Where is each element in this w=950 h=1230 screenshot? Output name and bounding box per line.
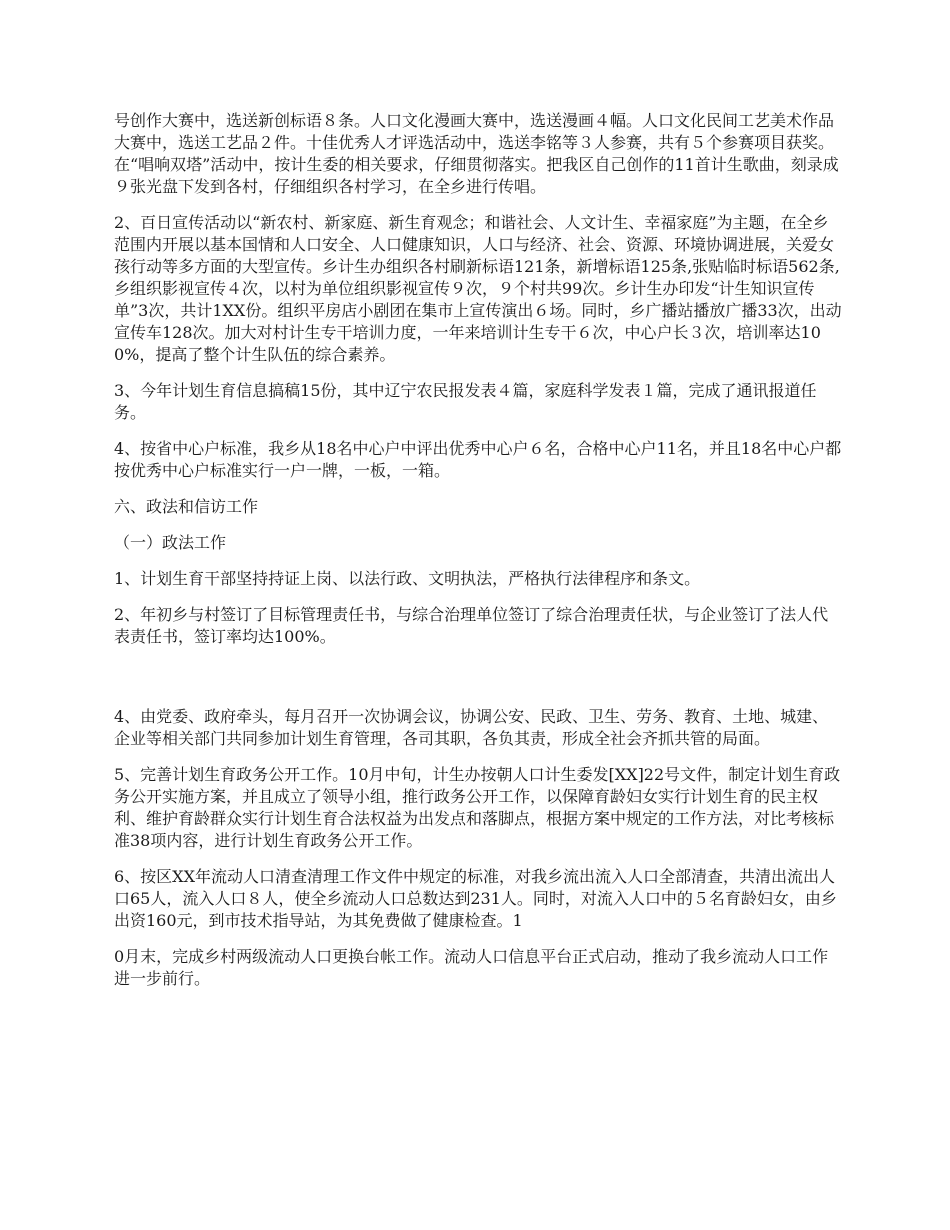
paragraph-information-reports: 3、今年计划生育信息搞稿15份，其中辽宁农民报发表４篇，家庭科学发表１篇，完成了通讯报道任务。: [114, 381, 817, 422]
section-heading-politics-petitions: 六、政法和信访工作: [114, 497, 259, 516]
paragraph-responsibility-contracts: 2、年初乡与村签订了目标管理责任书，与综合治理单位签订了综合治理责任状，与企业签订了法人代表责任书，签订率均达100%。: [114, 605, 829, 646]
paragraph-ledger-update: 0月末，完成乡村两级流动人口更换台帐工作。流动人口信息平台正式启动，推动了我乡流动人口工作进一步前行。: [114, 947, 829, 988]
paragraph-hundred-day-campaign: 2、百日宣传活动以“新农村、新家庭、新生育观念；和谐社会、人文计生、幸福家庭”为主题，在全乡范围内开展以基本国情和人口安全、人口健康知识，人口与经济、社会、资源、环境协调进展，关爱女孩行动等多方面的大型宣传。乡计生办组织各村刷新标语121条，新增标语125条,张贴临时标语562条,乡组织影视宣传４次，以村为单位组织影视宣传９次，９个村共99次。乡计生办印发“计生知识宣传单”3次，共计1XX份。组织平房店小剧团在集市上宣传演出６场。同时，乡广播站播放广播33次，出动宣传车128次。加大对村计生专干培训力度，一年来培训计生专干６次，中心户长３次，培训率达100%，提高了整个计生队伍的综合素养。: [114, 213, 842, 364]
subsection-heading-politics-law: （一）政法工作: [114, 533, 227, 552]
paragraph-coordination-meetings: 4、由党委、政府牵头，每月召开一次协调会议，协调公安、民政、卫生、劳务、教育、土地、城建、企业等相关部门共同参加计划生育管理，各司其职，各负其责，形成全社会齐抓共管的局面。: [114, 707, 829, 748]
document-body: [114, 110, 844, 1004]
paragraph-central-households: 4、按省中心户标准，我乡从18名中心户中评出优秀中心户６名，合格中心户11名，并且18名中心户都按优秀中心户标准实行一户一牌，一板，一箱。: [114, 439, 842, 480]
paragraph-open-government-affairs: 5、完善计划生育政务公开工作。10月中旬，计生办按朝人口计生委发[XX]22号文件，制定计划生育政务公开实施方案，并且成立了领导小组，推行政务公开工作，以保障育龄妇女实行计划生育的民主权利、维护育龄群众实行计划生育合法权益为出发点和落脚点，根据方案中规定的工作方法，对比考核标准38项内容，进行计划生育政务公开工作。: [114, 765, 841, 850]
paragraph-floating-population-check: 6、按区XX年流动人口清查清理工作文件中规定的标准，对我乡流出流入人口全部清查，共清出流出人口65人，流入人口８人，使全乡流动人口总数达到231人。同时，对流入人口中的５名育龄妇女，由乡出资160元，到市技术指导站，为其免费做了健康检查。1: [114, 867, 837, 930]
paragraph-certified-cadres: 1、计划生育干部坚持持证上岗、以法行政、文明执法，严格执行法律程序和条文。: [114, 569, 701, 588]
paragraph-creation-contest: 号创作大赛中，选送新创标语８条。人口文化漫画大赛中，选送漫画４幅。人口文化民间工艺美术作品大赛中，选送工艺品２件。十佳优秀人才评选活动中，选送李铭等３人参赛，共有５个参赛项目获奖。在“唱响双塔”活动中，按计生委的相关要求，仔细贯彻落实。把我区自己创作的11首计生歌曲，刻录成９张光盘下发到各村，仔细组织各村学习，在全乡进行传唱。: [114, 111, 839, 196]
